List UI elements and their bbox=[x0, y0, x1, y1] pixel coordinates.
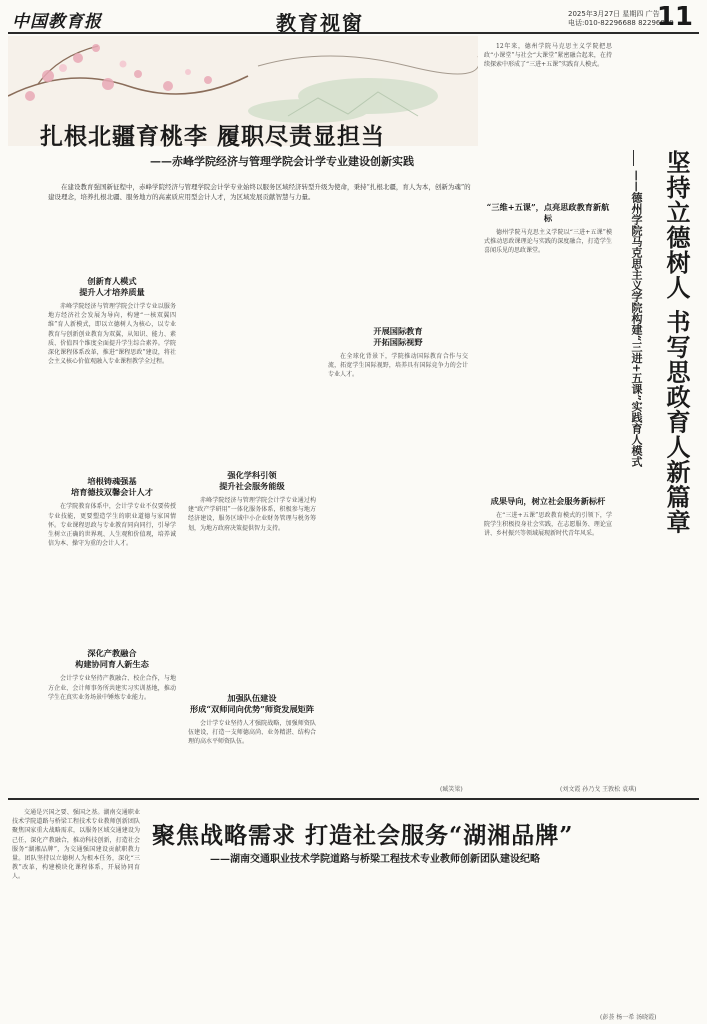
article2-column-1 bbox=[484, 196, 612, 596]
masthead bbox=[8, 4, 699, 34]
article3-subhead: ——湖南交通职业技术学院道路与桥梁工程技术专业教师创新团队建设纪略 bbox=[210, 854, 540, 865]
article2-rule bbox=[633, 150, 634, 166]
section-title: 成果导向，树立社会服务新标杆 bbox=[490, 495, 606, 506]
article2-column-2 bbox=[484, 600, 694, 780]
article3-column-1 bbox=[12, 808, 140, 1018]
section-title: 强化学科引领 提升社会服务能级 bbox=[219, 470, 285, 491]
article3-byline: (彭荟 杨一希 汤晓霞) bbox=[600, 1014, 657, 1021]
section-body: 在“三进+五课”思政教育模式的引领下，学院学生积极投身社会实践，在志愿服务、理论宣讲、乡村振兴等领域展现新时代青年风采。 bbox=[484, 511, 612, 538]
section-body: 在全球化背景下，学院推动国际教育合作与交流，拓宽学生国际视野，培养具有国际竞争力的会计专业人才。 bbox=[328, 353, 468, 379]
section-body: 德州学院马克思主义学院以“三进+五课”模式推动思政课理论与实践的深度融合，打造学生喜闻乐见的思政课堂。 bbox=[484, 229, 612, 255]
section-title: 加强队伍建设 形成“双师同向优势”师资发展矩阵 bbox=[189, 692, 315, 714]
article2-lead bbox=[484, 42, 612, 192]
article1-column-1 bbox=[48, 270, 176, 790]
article2-byline: (刘文霞 孙乃戈 王敦松 袁琪) bbox=[560, 786, 637, 793]
article3-body: 交通是兴国之要、强国之基。湖南交通职业技术学院道路与桥梁工程技术专业教师创新团队聚焦国家重大战略需求，以服务区域交通建设为己任，深化产教融合，推动科技创新，打造社会服务“湖湘品牌”，为交通强国建设贡献职教力量。团队坚持以立德树人为根本任务，深化“三教”改革，构建模块化课程体系，开展协同育人。 bbox=[12, 809, 140, 881]
section-body: 在学院教育体系中，会计学专业不仅要传授专业技能，更要塑造学生的职业道德与家国情怀。专业课程思政与专业教育同向同行，引导学生树立正确的世界观、人生观和价值观，培养诚信为本、操守为重的会计人才。 bbox=[48, 503, 176, 548]
section-title: 教育视窗 bbox=[276, 11, 364, 35]
section-title: 培根铸魂强基 培育德技双馨会计人才 bbox=[71, 476, 153, 498]
article3-headline: 聚焦战略需求 打造社会服务“湖湘品牌” bbox=[152, 822, 574, 849]
newspaper-logo: 中国教育报 bbox=[12, 12, 102, 32]
section-title: 创新育人模式 提升人才培养质量 bbox=[79, 276, 145, 297]
article1-subhead: ——赤峰学院经济与管理学院会计学专业建设创新实践 bbox=[150, 155, 414, 168]
section-body: 赤峰学院经济与管理学院会计学专业以服务地方经济社会发展为导向，构建“一核双翼四维”育人新模式，即以立德树人为核心，以专业教育与创新创业教育为双翼，从知识、能力、素质、价值四个维度全面提升学生综合素养。学院深化课程体系改革，推进“课程思政”建设，将社会主义核心价值观融入专业课程教学全过程。 bbox=[48, 303, 176, 366]
article2-subhead: ——德州学院马克思主义学院构建“三进+五课”实践育人模式 bbox=[630, 170, 643, 467]
article1-lead: 在建设教育强国新征程中，赤峰学院经济与管理学院会计学专业始终以服务区域经济转型升级为使命，秉持“扎根北疆，育人为本，创新为魂”的建设理念，培养扎根北疆、服务地方的高素质应用型会计人才，为区域发展贡献智慧与力量。 bbox=[48, 183, 471, 201]
section-title: 深化产教融合 构建协同育人新生态 bbox=[75, 648, 149, 670]
page-number: 11 bbox=[656, 2, 693, 32]
article2-headline: 坚持立德树人 书写思政育人新篇章 bbox=[662, 150, 691, 535]
section-body: 会计学专业坚持产教融合、校企合作，与地方企业、会计师事务所共建实习实训基地，推动学生在真实业务场景中锤炼专业能力。 bbox=[48, 675, 176, 701]
article1-headline: 扎根北疆育桃李 履职尽责显担当 bbox=[40, 123, 386, 150]
article1-byline: (臧笑梁) bbox=[440, 786, 463, 793]
issue-date: 2025年3月27日 星期四 广告 bbox=[568, 10, 660, 18]
section-body: 赤峰学院经济与管理学院会计学专业通过构建“政产学研用”一体化服务体系，积极参与地方经济建设，服务区域中小企业财务管理与税务筹划，为地方政府决策提供智力支持。 bbox=[188, 497, 316, 532]
section-body: 会计学专业坚持人才强院战略，加强师资队伍建设，打造一支师德高尚、业务精湛、结构合理的高水平师资队伍。 bbox=[188, 719, 316, 746]
section-title: “三维+五课”，点亮思政教育新航标 bbox=[486, 202, 610, 223]
article1-column-2 bbox=[188, 270, 316, 790]
article1-column-3 bbox=[328, 270, 468, 790]
section-title: 开展国际教育 开拓国际视野 bbox=[373, 326, 423, 347]
article2-lead-text: 12年来，德州学院马克思主义学院把思政“小课堂”与社会“大课堂”紧密融合起来，在持续探索中形成了“三进+五课”实践育人模式。 bbox=[484, 43, 612, 69]
issue-phone: 电话:010-82296688 82296879 bbox=[568, 19, 674, 27]
article-divider bbox=[8, 798, 699, 800]
